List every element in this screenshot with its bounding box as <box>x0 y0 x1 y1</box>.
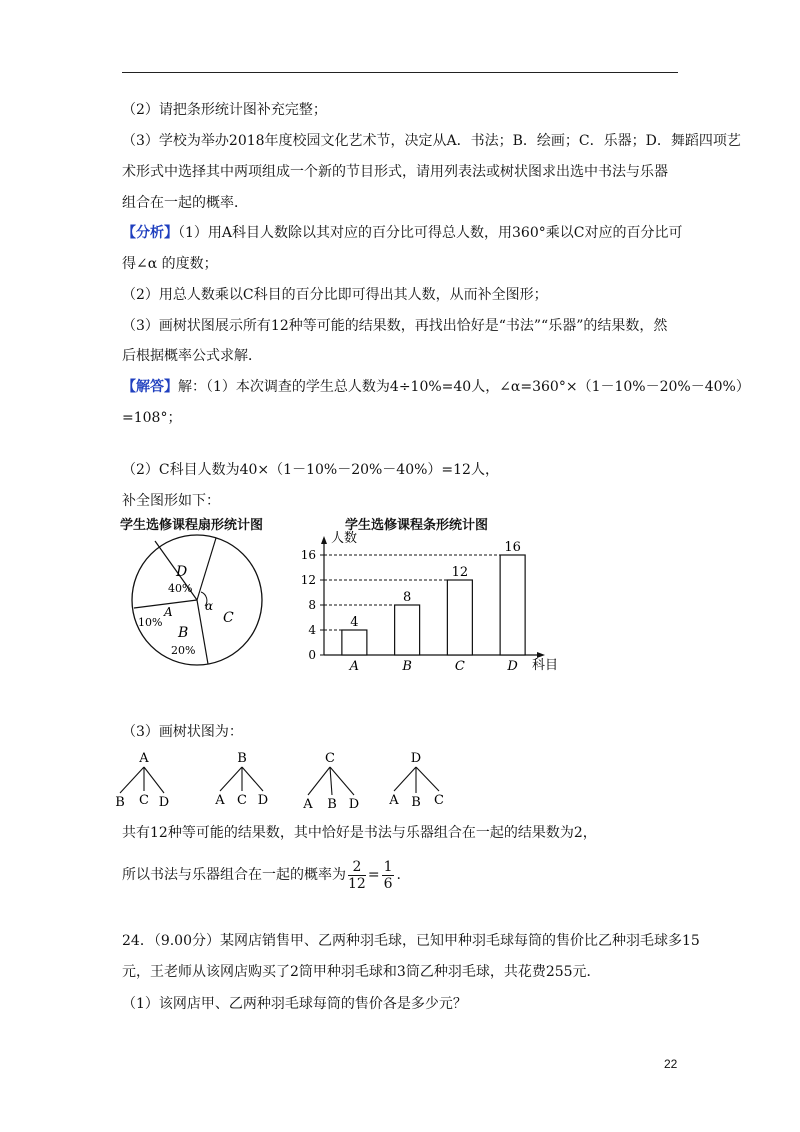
tree-branch <box>330 767 354 795</box>
tree-branch <box>416 767 439 791</box>
bar-A <box>342 630 367 655</box>
complete-figure-line: 补全图形如下： <box>122 493 220 509</box>
analysis-line4: （3）画树状图展示所有12种等可能的结果数，再找出恰好是“书法”“乐器”的结果数，然 <box>122 318 668 334</box>
question-24-line1: 24．（9.00分）某网店销售甲、乙两种羽毛球，已知甲种羽毛球每筒的售价比乙种羽毛球多15 <box>122 933 700 949</box>
fraction-numerator: 1 <box>383 858 393 875</box>
fraction-denominator: 6 <box>383 875 393 892</box>
pie-label-B: B <box>178 625 189 641</box>
header-rule <box>122 72 678 73</box>
fraction-2-12 <box>348 859 366 892</box>
bar-B <box>395 605 420 655</box>
question-3-text-line3: 组合在一起的概率． <box>122 195 248 211</box>
bar-value-label: 8 <box>402 590 412 605</box>
page-number: 22 <box>664 1057 678 1071</box>
answer-text: 解：（1）本次调查的学生总人数为4÷10%=40人，∠α=360°×（1－10%－20%－40%） <box>178 379 750 395</box>
tree-branch <box>394 767 416 791</box>
answer-tag: 【解答】 <box>122 379 178 395</box>
bar-value-label: 4 <box>350 615 359 630</box>
y-tick-label: 0 <box>308 648 316 662</box>
tree-branch <box>144 767 164 793</box>
analysis-line3: （2）用总人数乘以C科目的百分比即可得出其人数，从而补全图形； <box>122 287 548 303</box>
question-3-text-line2: 术形式中选择其中两项组成一个新的节目形式，请用列表法或树状图求出选中书法与乐器 <box>122 164 668 180</box>
fraction-1-6 <box>382 859 395 892</box>
tree-leaf-label: B <box>411 795 421 810</box>
bar-D <box>500 555 525 655</box>
tree-leaf-label: D <box>348 797 360 812</box>
bar-value-label: 16 <box>504 540 521 555</box>
x-tick-label: C <box>454 659 465 674</box>
x-tick-label: B <box>402 659 412 674</box>
bar-chart-title: 学生选修课程条形统计图 <box>345 518 489 533</box>
analysis-text: （1）用A科目人数除以其对应的百分比可得总人数，用360°乘以C对应的百分比可 <box>178 225 683 241</box>
tree-branch <box>220 767 242 791</box>
analysis-line2: 得∠α 的度数； <box>122 256 218 272</box>
tree-root-label: C <box>325 751 335 766</box>
tree-leaf-label: B <box>327 797 337 812</box>
tree-leaf-label: C <box>139 793 149 808</box>
tree-branch <box>120 767 144 793</box>
question-24-line2: 元，王老师从该网店购买了2筒甲种羽毛球和3筒乙种羽毛球，共花费255元． <box>122 964 601 980</box>
tree-diagrams <box>110 742 470 812</box>
bar-chart <box>295 528 565 678</box>
pie-label-D: D <box>176 564 188 580</box>
answer-line2: =108°； <box>122 410 182 426</box>
question-24-part1: （1）该网店甲、乙两种羽毛球每筒的售价各是多少元？ <box>122 996 467 1012</box>
tree-root-label: A <box>139 751 149 766</box>
y-tick-label: 12 <box>300 573 316 587</box>
x-tick-label: A <box>349 659 360 674</box>
x-tick-label: D <box>507 659 518 674</box>
tree-leaf-label: A <box>215 793 225 808</box>
fraction-numerator: 2 <box>348 859 366 876</box>
equals-sign: = <box>367 867 380 883</box>
analysis-line1 <box>122 223 682 243</box>
pie-label-alpha: α <box>205 599 214 613</box>
tree-root-label: B <box>237 751 247 766</box>
y-tick-label: 16 <box>300 548 316 562</box>
tree-leaf-label: D <box>158 795 170 810</box>
tree-branch <box>242 767 263 791</box>
tree-branch <box>308 767 330 795</box>
pie-chart <box>125 530 275 670</box>
question-3-text-line1: （3）学校为举办2018年度校园文化艺术节，决定从A．书法；B．绘画；C．乐器；D．舞蹈四项艺 <box>122 133 741 149</box>
analysis-tag: 【分析】 <box>122 225 178 241</box>
tree-leaf-label: C <box>434 793 444 808</box>
pie-label-C: C <box>223 610 234 626</box>
tree-branch <box>330 767 332 795</box>
pie-divider-4 <box>197 538 216 600</box>
tree-root-label: D <box>410 751 422 766</box>
tree-leaf-label: D <box>257 793 269 808</box>
tree-intro-line: （3）画树状图为： <box>122 724 243 740</box>
period: . <box>396 867 401 883</box>
answer-line1 <box>122 377 750 397</box>
x-axis-label: 科目 <box>532 658 559 673</box>
probability-line <box>122 858 401 892</box>
pie-percent-D: 40% <box>168 582 193 595</box>
tree-leaf-label: A <box>303 797 313 812</box>
probability-text: 所以书法与乐器组合在一起的概率为 <box>122 867 346 883</box>
pie-percent-A: 10% <box>138 616 163 629</box>
fraction-denominator: 12 <box>348 875 366 892</box>
bar-value-label: 12 <box>451 565 469 580</box>
pie-percent-B: 20% <box>171 644 196 657</box>
y-axis-label: 人数 <box>331 531 358 546</box>
result-count-line: 共有12种等可能的结果数，其中恰好是书法与乐器组合在一起的结果数为2， <box>122 825 597 841</box>
tree-leaf-label: C <box>237 793 247 808</box>
bar-C <box>447 580 472 655</box>
pie-label-A: A <box>164 605 173 619</box>
analysis-line5: 后根据概率公式求解． <box>122 348 262 364</box>
answer-part2-line: （2）C科目人数为40×（1－10%－20%－40%）=12人， <box>122 462 499 478</box>
question-2-text: （2）请把条形统计图补充完整； <box>122 102 327 118</box>
pie-chart-title: 学生选修课程扇形统计图 <box>120 518 264 533</box>
tree-leaf-label: A <box>389 793 399 808</box>
tree-leaf-label: B <box>115 795 125 810</box>
y-tick-label: 8 <box>308 598 316 612</box>
y-axis-arrow <box>321 536 327 544</box>
y-tick-label: 4 <box>308 623 316 637</box>
